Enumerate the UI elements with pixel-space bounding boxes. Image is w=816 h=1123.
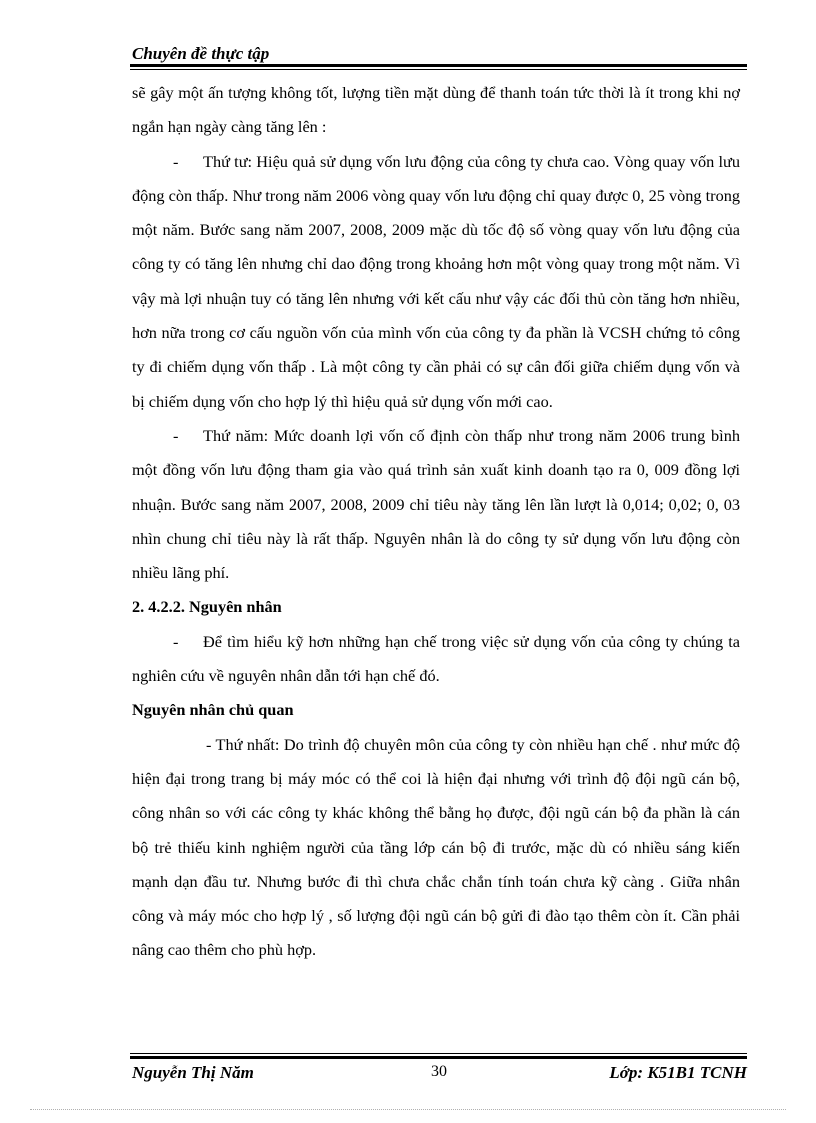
bullet-text: Để tìm hiểu kỹ hơn những hạn chế trong việc sử dụng vốn của công ty chúng ta nghiên cứu về nguyên nhân dẫn tới hạn chế đó. xyxy=(132,631,740,686)
bullet-paragraph-intro xyxy=(132,625,740,694)
section-heading: 2. 4.2.2. Nguyên nhân xyxy=(132,597,282,617)
paragraph-continuation: sẽ gây một ấn tượng không tốt, lượng tiền mặt dùng để thanh toán tức thời là ít trong khi nợ ngắn hạn ngày càng tăng lên : xyxy=(132,83,740,137)
bullet-paragraph-thu-tu xyxy=(132,145,740,419)
footer-author: Nguyễn Thị Năm xyxy=(132,1063,254,1082)
header-rule-thin xyxy=(130,69,747,70)
page-number: 30 xyxy=(431,1063,447,1080)
bullet-text: Thứ tư: Hiệu quả sử dụng vốn lưu động của công ty chưa cao. Vòng quay vốn lưu động còn thấp. Như trong năm 2006 vòng quay vốn lưu động chỉ quay được 0, 25 vòng trong một năm. Bước sang năm 2007, 2008, 2009 mặc dù tốc độ số vòng quay vốn lưu động của công ty có tăng lên nhưng chỉ dao động trong khoảng hơn một vòng quay trong một năm. Vì vậy mà lợi nhuận tuy có tăng lên nhưng với kết cấu như vậy các đối thủ còn tăng hơn nhiều, hơn nữa trong cơ cấu nguồn vốn của mình vốn của công ty đa phần là VCSH chứng tỏ công ty đi chiếm dụng vốn thấp . Là một công ty cần phải có sự cân đối giữa chiếm dụng vốn và bị chiếm dụng vốn cho hợp lý thì hiệu quả sử dụng vốn mới cao. xyxy=(132,151,740,411)
footer-rule-thick xyxy=(130,1056,747,1059)
body-text xyxy=(132,76,740,968)
bullet-text: Thứ năm: Mức doanh lợi vốn cố định còn thấp như trong năm 2006 trung bình một đồng vốn lưu động tham gia vào quá trình sản xuất kinh doanh tạo ra 0, 009 đồng lợi nhuận. Bước sang năm 2007, 2008, 2009 chỉ tiêu này tăng lên lần lượt là 0,014; 0,02; 0, 03 nhìn chung chỉ tiêu này là rất thấp. Nguyên nhân là do công ty sử dụng vốn lưu động còn nhiều lãng phí. xyxy=(132,425,740,583)
paragraph-thu-nhat: - Thứ nhất: Do trình độ chuyên môn của công ty còn nhiều hạn chế . như mức độ hiện đại trong trang bị máy móc có thể coi là hiện đại nhưng với trình độ đội ngũ cán bộ, công nhân so với các công ty khác không thể bằng họ được, đội ngũ cán bộ đa phần là cán bộ trẻ thiếu kinh nghiệm người của tầng lớp cán bộ đi trước, mặc dù có nhiều sáng kiến mạnh dạn đầu tư. Nhưng bước đi thì chưa chắc chắn tính toán chưa kỹ càng . Giữa nhân công và máy móc cho hợp lý , số lượng đội ngũ cán bộ gửi đi đào tạo thêm còn ít. Cần phải nâng cao thêm cho phù hợp. xyxy=(132,734,740,960)
header-rule-thick xyxy=(130,64,747,67)
subsection-heading: Nguyên nhân chủ quan xyxy=(132,700,294,720)
page-boundary-dotted-line xyxy=(30,1109,786,1110)
footer-class: Lớp: K51B1 TCNH xyxy=(609,1063,747,1082)
bullet-marker: - xyxy=(173,631,179,651)
page-header-title: Chuyên đề thực tập xyxy=(132,44,270,63)
bullet-marker: - xyxy=(173,425,179,445)
bullet-paragraph-thu-nam xyxy=(132,419,740,590)
bullet-marker: - xyxy=(173,151,179,171)
footer-rule-thin xyxy=(130,1053,747,1054)
